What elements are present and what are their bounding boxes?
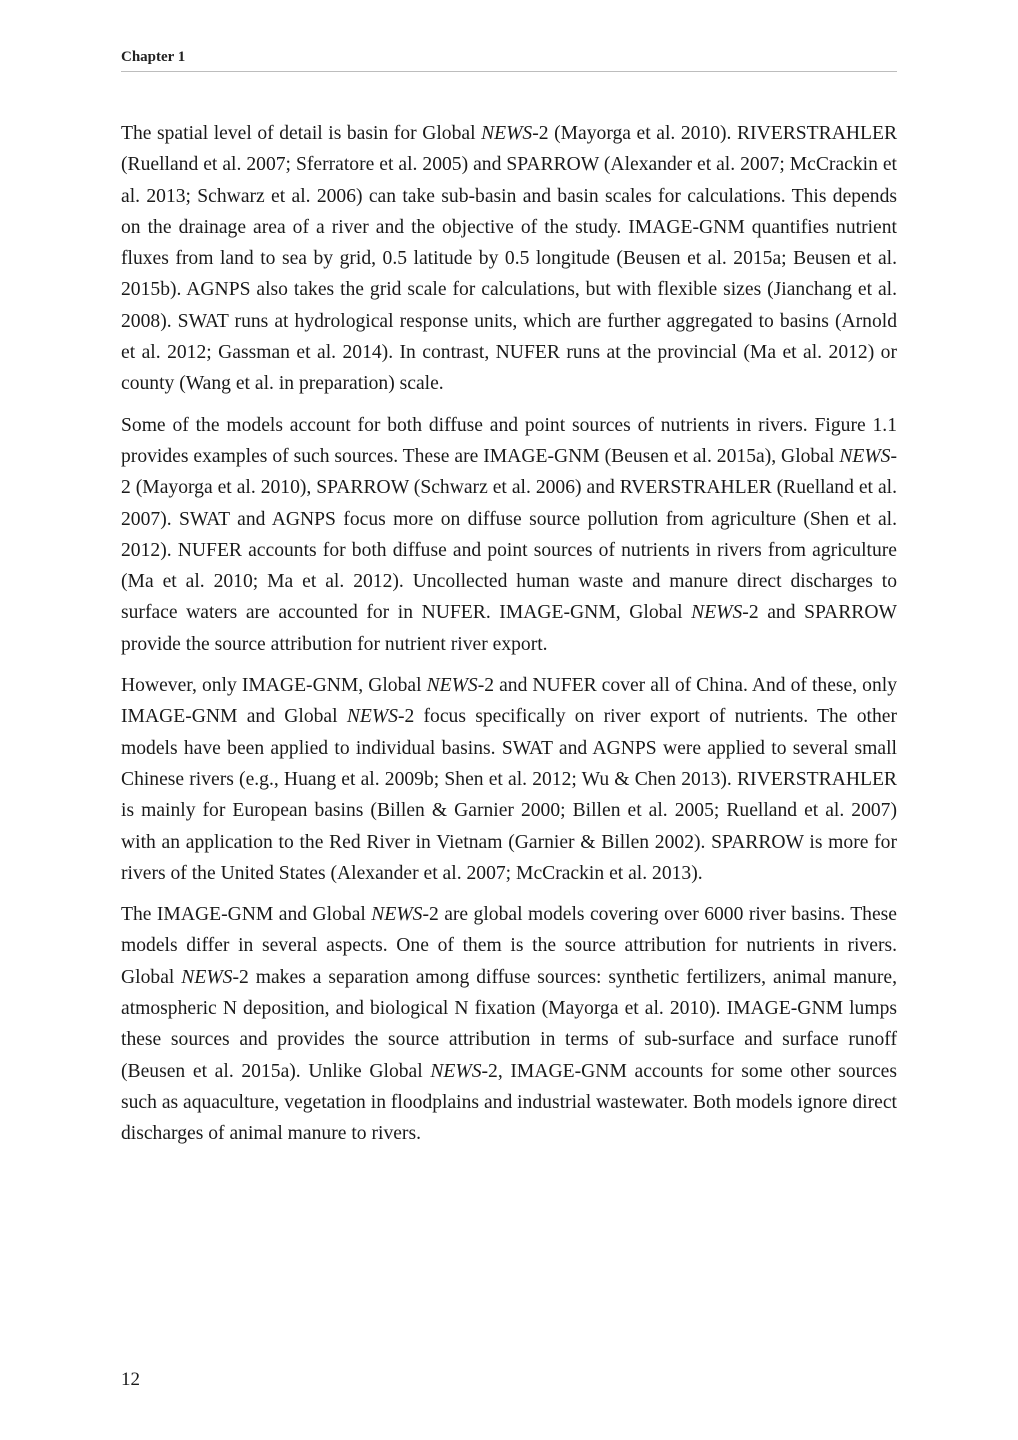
- text-segment: -2 and NUFER cover all of China. And of these, only IMAGE-GNM and Global: [121, 675, 897, 728]
- text-segment: -2 (Mayorga et al. 2010), SPARROW (Schwarz et al. 2006) and RVERSTRAHLER (Ruelland et al. 2007). SWAT and AGNPS focus more on diffuse source pollution from agriculture (Shen et al. 2012). NUFER accounts for both diffuse and point sources of nutrients in rivers from agriculture (Ma et al. 2010; Ma et al. 2012). Uncollected human waste and manure direct discharges to surface waters are accounted for in NUFER. IMAGE-GNM, Global: [121, 445, 897, 624]
- chapter-label: Chapter 1: [121, 49, 186, 65]
- italic-model-name: NEWS: [839, 445, 891, 467]
- text-segment: Some of the models account for both diffuse and point sources of nutrients in rivers. Figure 1.1 provides examples of such sources. These are IMAGE-GNM (Beusen et al. 2015a), Global: [121, 414, 897, 467]
- text-segment: The spatial level of detail is basin for Global: [121, 123, 482, 144]
- paragraph-diffuse-point-sources: [121, 410, 897, 660]
- paragraph-spatial-detail: [121, 118, 897, 400]
- page-number: 12: [121, 1369, 140, 1390]
- body-text: [121, 118, 897, 1160]
- italic-model-name: NEWS: [371, 904, 423, 926]
- text-segment: -2 focus specifically on river export of nutrients. The other models have been applied to individual basins. SWAT and AGNPS were applied to several small Chinese rivers (e.g., Huang et al. 2009b; Shen et al. 2012; Wu & Chen 2013). RIVERSTRAHLER is mainly for European basins (Billen & Garnier 2000; Billen et al. 2005; Ruelland et al. 2007) with an application to the Red River in Vietnam (Garnier & Billen 2002). SPARROW is more for rivers of the United States (Alexander et al. 2007; McCrackin et al. 2013).: [121, 706, 897, 884]
- paragraph-china-coverage: [121, 670, 897, 889]
- italic-model-name: NEWS: [346, 706, 398, 728]
- text-segment: However, only IMAGE-GNM, Global: [121, 675, 427, 697]
- italic-model-name: NEWS: [691, 602, 743, 624]
- italic-model-name: NEWS: [481, 123, 533, 144]
- italic-model-name: NEWS: [430, 1060, 482, 1082]
- paragraph-global-models: [121, 899, 897, 1149]
- text-segment: -2 makes a separation among diffuse sources: synthetic fertilizers, animal manure, atmospheric N deposition, and biological N fixation (Mayorga et al. 2010). IMAGE-GNM lumps these sources and provides the source attribution in terms of sub-surface and surface runoff (Beusen et al. 2015a). Unlike Global: [121, 966, 897, 1082]
- text-segment: -2 (Mayorga et al. 2010). RIVERSTRAHLER (Ruelland et al. 2007; Sferratore et al. 2005) and SPARROW (Alexander et al. 2007; McCrackin et al. 2013; Schwarz et al. 2006) can take sub-basin and basin scales for calculations. This depends on the drainage area of a river and the objective of the study. IMAGE-GNM quantifies nutrient fluxes from land to sea by grid, 0.5 latitude by 0.5 longitude (Beusen et al. 2015a; Beusen et al. 2015b). AGNPS also takes the grid scale for calculations, but with flexible sizes (Jianchang et al. 2008). SWAT runs at hydrological response units, which are further aggregated to basins (Arnold et al. 2012; Gassman et al. 2014). In contrast, NUFER runs at the provincial (Ma et al. 2012) or county (Wang et al. in preparation) scale.: [121, 123, 898, 395]
- text-segment: -2, IMAGE-GNM accounts for some other sources such as aquaculture, vegetation in floodplains and industrial wastewater. Both models ignore direct discharges of animal manure to rivers.: [121, 1060, 897, 1145]
- italic-model-name: NEWS: [181, 966, 233, 988]
- text-segment: -2 are global models covering over 6000 river basins. These models differ in several aspects. One of them is the source attribution for nutrients in rivers. Global: [121, 904, 897, 988]
- running-header: [121, 46, 897, 72]
- italic-model-name: NEWS: [426, 675, 478, 697]
- text-segment: -2 and SPARROW provide the source attribution for nutrient river export.: [121, 602, 897, 655]
- text-segment: The IMAGE-GNM and Global: [121, 904, 372, 926]
